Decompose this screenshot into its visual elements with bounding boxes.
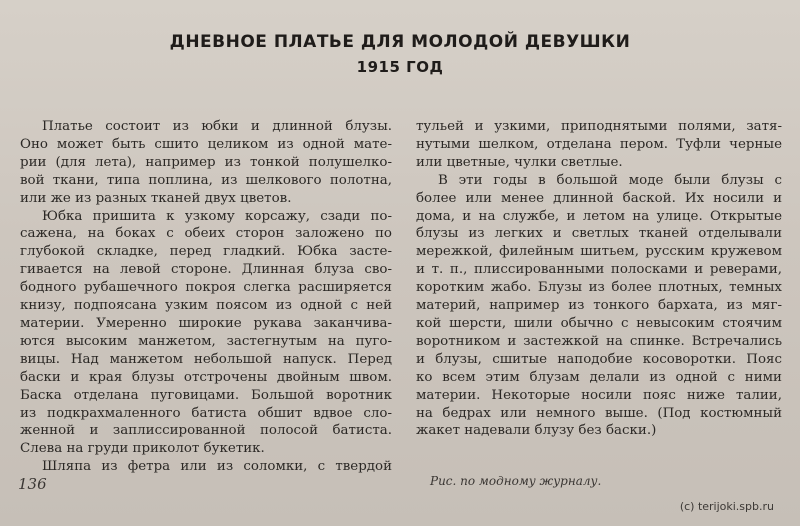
text-line: нутыми шелком, отделана пером. Туфли черные [416, 136, 782, 152]
text-line: глубокой складке, перед гладкий. Юбка засте- [20, 244, 392, 260]
text-line: воротником и застежкой на спинке. Встречались [416, 333, 782, 349]
text-line: дома, и на службе, и летом на улице. Открытые [416, 208, 782, 224]
text-line: или цветные, чулки светлые. [416, 154, 623, 170]
text-line: Шляпа из фетра или из соломки, с твердой [42, 459, 392, 475]
text-line: рии (для лета), например из тонкой полушелко- [20, 154, 392, 170]
text-line: на бедрах или немного выше. (Под костюмный [416, 405, 782, 421]
text-line: вой ткани, типа поплина, из шелкового полотна, [20, 172, 392, 188]
text-line: женной и заплиссированной полосой батиста. [20, 423, 392, 439]
text-line: гивается на левой стороне. Длинная блуза сво- [20, 262, 392, 278]
text-line: из подкрахмаленного батиста обшит вдвое сло- [20, 405, 392, 421]
text-line: бодного рубашечного покроя слегка расширяется [20, 280, 392, 296]
text-line: В эти годы в большой моде были блузы с [438, 172, 782, 188]
text-line: и т. п., плиссированными полосками и реверами, [416, 262, 782, 278]
text-line: материи. Некоторые носили пояс ниже талии, [416, 387, 782, 403]
text-line: материй, например из тонкого бархата, из мяг- [416, 298, 782, 314]
text-line: Оно может быть сшито целиком из одной мате- [20, 136, 392, 152]
figure-caption: Рис. по модному журналу. [430, 474, 602, 488]
text-line: Слева на груди приколот букетик. [20, 441, 265, 457]
text-line: баски и края блузы отстрочены двойным швом. [20, 369, 392, 385]
text-line: коротким жабо. Блузы из более плотных, темных [416, 280, 782, 296]
text-line: Юбка пришита к узкому корсажу, сзади по- [42, 208, 392, 224]
text-line: Баска отделана пуговицами. Большой воротник [20, 387, 392, 403]
page-number: 136 [18, 475, 47, 493]
page-title: ДНЕВНОЕ ПЛАТЬЕ ДЛЯ МОЛОДОЙ ДЕВУШКИ [169, 32, 631, 52]
text-line: сажена, на боках с обеих сторон заложено по [20, 226, 392, 242]
text-line: материи. Умеренно широкие рукава заканчива- [20, 315, 392, 331]
text-line: жакет надевали блузу без баски.) [416, 423, 657, 439]
text-line: мережкой, филейным шитьем, русским кружевом [416, 244, 782, 260]
text-line: ются высоким манжетом, застегнутым на пуго- [20, 333, 392, 349]
text-line: вицы. Над манжетом небольшой напуск. Перед [20, 351, 392, 367]
text-line: и блузы, сшитые наподобие косоворотки. Пояс [416, 351, 782, 367]
copyright-watermark: (c) terijoki.spb.ru [679, 500, 774, 513]
text-line: или же из разных тканей двух цветов. [20, 190, 292, 206]
text-line: книзу, подпоясана узким поясом из одной с ней [20, 298, 392, 314]
text-line: более или менее длинной баской. Их носили и [416, 190, 782, 206]
text-line: Платье состоит из юбки и длинной блузы. [42, 119, 392, 134]
left-text-column [20, 118, 392, 476]
text-line: кой шерсти, шили обычно с невысоким стоячим [416, 315, 782, 331]
text-line: ко всем этим блузам делали из одной с ними [416, 369, 782, 385]
page-subtitle-year: 1915 ГОД [356, 58, 444, 76]
text-line: тульей и узкими, приподнятыми полями, затя- [416, 119, 782, 134]
right-text-column [416, 118, 782, 440]
text-line: блузы из легких и светлых тканей отделывали [416, 226, 782, 242]
